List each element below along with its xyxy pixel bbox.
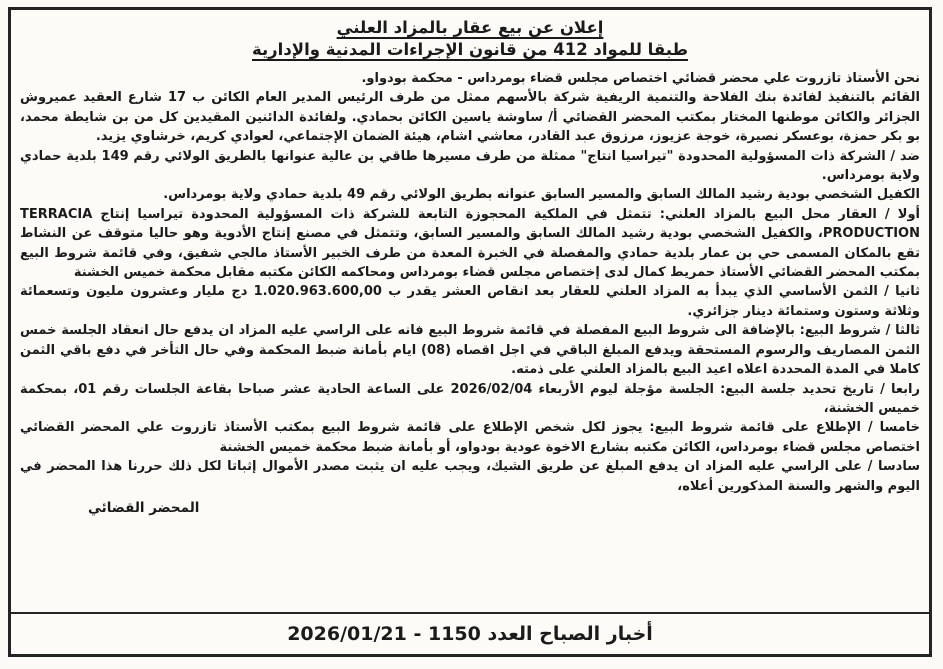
title-block <box>20 17 920 61</box>
section-third-conditions: ثالثا / شروط البيع: بالإضافة الى شروط البيع المفصلة في قائمة شروط البيع فانه على الراسي عليه المزاد ان يدفع حال انعقاد الجلسة خمس الثمن المصاريف والرسوم المستحقة ويدفع المبلغ الباقي في اجل اقصاه (08) ايام بأمانة ضبط المحكمة وفي حال التأخر في دفع باقي الثمن كاملا في المدة المحددة اعلاه اعيد البيع بالمزاد العلني على ذمته. <box>20 323 920 378</box>
paragraph-creditors: القائم بالتنفيذ لفائدة بنك الفلاحة والتنمية الريفية شركة بالأسهم ممثل من طرف الرئيس المدير العام الكائن ب 17 شارع العقيد عميروش الجزائر والكائن موطنها المختار بمكتب المحضر القضائي أ/ ساوشة ياسين الكائن بحمادي. ولفائدة الدائنين المقيدين كل من بن شايطة محمد، بو بكر حمزة، بوعسكر نصيرة، خوجة عزيوز، مرزوق عبد القادر، معاشي اشام، هيئة الضمان الإجتماعي، لعوادي كريم، خرشاوي يزيد. <box>20 90 920 145</box>
section-fourth-session-date: رابعا / تاريخ تحديد جلسة البيع: الجلسة مؤجلة ليوم الأربعاء 2026/02/04 على الساعة الحادية عشر صباحا بقاعة الجلسات رقم 01، بمحكمة خميس الخشنة، <box>20 381 920 416</box>
bailiff-signature: المحضر القضائي <box>88 499 200 516</box>
legal-basis-subtitle: طبقا للمواد 412 من قانون الإجراءات المدنية والإدارية <box>251 40 688 59</box>
legal-notice-page <box>8 7 932 657</box>
section-first-property: أولا / العقار محل البيع بالمزاد العلني: تتمثل في الملكية المحجوزة التابعة للشركة ذات المسؤولية المحدودة تيراسيا إنتاج TERRACIA PRODUCTION، والكفيل الشخصي بودية رشيد المالك السابق والمسير السابق، وتتمثل في مصنع إنتاج الأدوية وهو حاليا متوقف عن النشاط تقع بالمكان المسمى حي بن عمار بلدية حمادي والمفصلة في الخبرة المعدة من طرف الخبير الأستاذ مالجي شفيق، وفي قائمة شروط البيع بمكتب المحضر القضائي الأستاذ حمريط كمال لدى إختصاص مجلس قضاء بومرداس ومحاكمه الكائن مكتبه مقابل محكمة خميس الخشنة <box>20 206 920 281</box>
newspaper-footer-band <box>11 612 929 654</box>
paragraph-defendant: ضد / الشركة ذات المسؤولية المحدودة "تيراسيا انتاج" ممثلة من طرف مسيرها طاقي بن عالية عنوانها بالطريق الولائي رقم 149 بلدية حمادي ولاية بومرداس. <box>20 148 920 184</box>
notice-body <box>11 10 929 612</box>
section-fifth-consultation: خامسا / الإطلاع على قائمة شروط البيع: يجوز لكل شخص الإطلاع على قائمة شروط البيع بمكتب الأستاذ تازروت علي المحضر القضائي اختصاص مجلس قضاء بومرداس، الكائن مكتبه بشارع الاخوة عودية بودواو، أو بأمانة ضبط محكمة خميس الخشنة <box>20 420 920 455</box>
section-sixth-payment: سادسا / على الراسي عليه المزاد ان يدفع المبلغ عن طريق الشيك، ويجب عليه ان يثبت مصدر الأموال إثباتا لكل ذلك حررنا هذا المحضر في اليوم والشهر والسنة المذكورين أعلاه، <box>20 459 920 494</box>
paragraph-guarantor: الكفيل الشخصي بودية رشيد المالك السابق والمسير السابق عنوانه بطريق الولائي رقم 49 بلدية حمادي ولاية بومرداس. <box>163 187 920 203</box>
notice-title: إعلان عن بيع عقار بالمزاد العلني <box>336 18 604 37</box>
section-second-price: ثانيا / الثمن الأساسي الذي يبدأ به المزاد العلني للعقار بعد انقاص العشر يقدر ب 1.020.963.600,00 دج مليار وعشرون مليون وتسعمائة وثلاثة وستون وستمائة دينار جزائري. <box>20 284 920 319</box>
paragraph-bailiff-intro: نحن الأستاذ تازروت علي محضر قضائي اختصاص مجلس قضاء بومرداس - محكمة بودواو. <box>361 71 920 86</box>
newspaper-issue-date: أخبار الصباح العدد 1150 - 2026/01/21 <box>287 623 653 645</box>
